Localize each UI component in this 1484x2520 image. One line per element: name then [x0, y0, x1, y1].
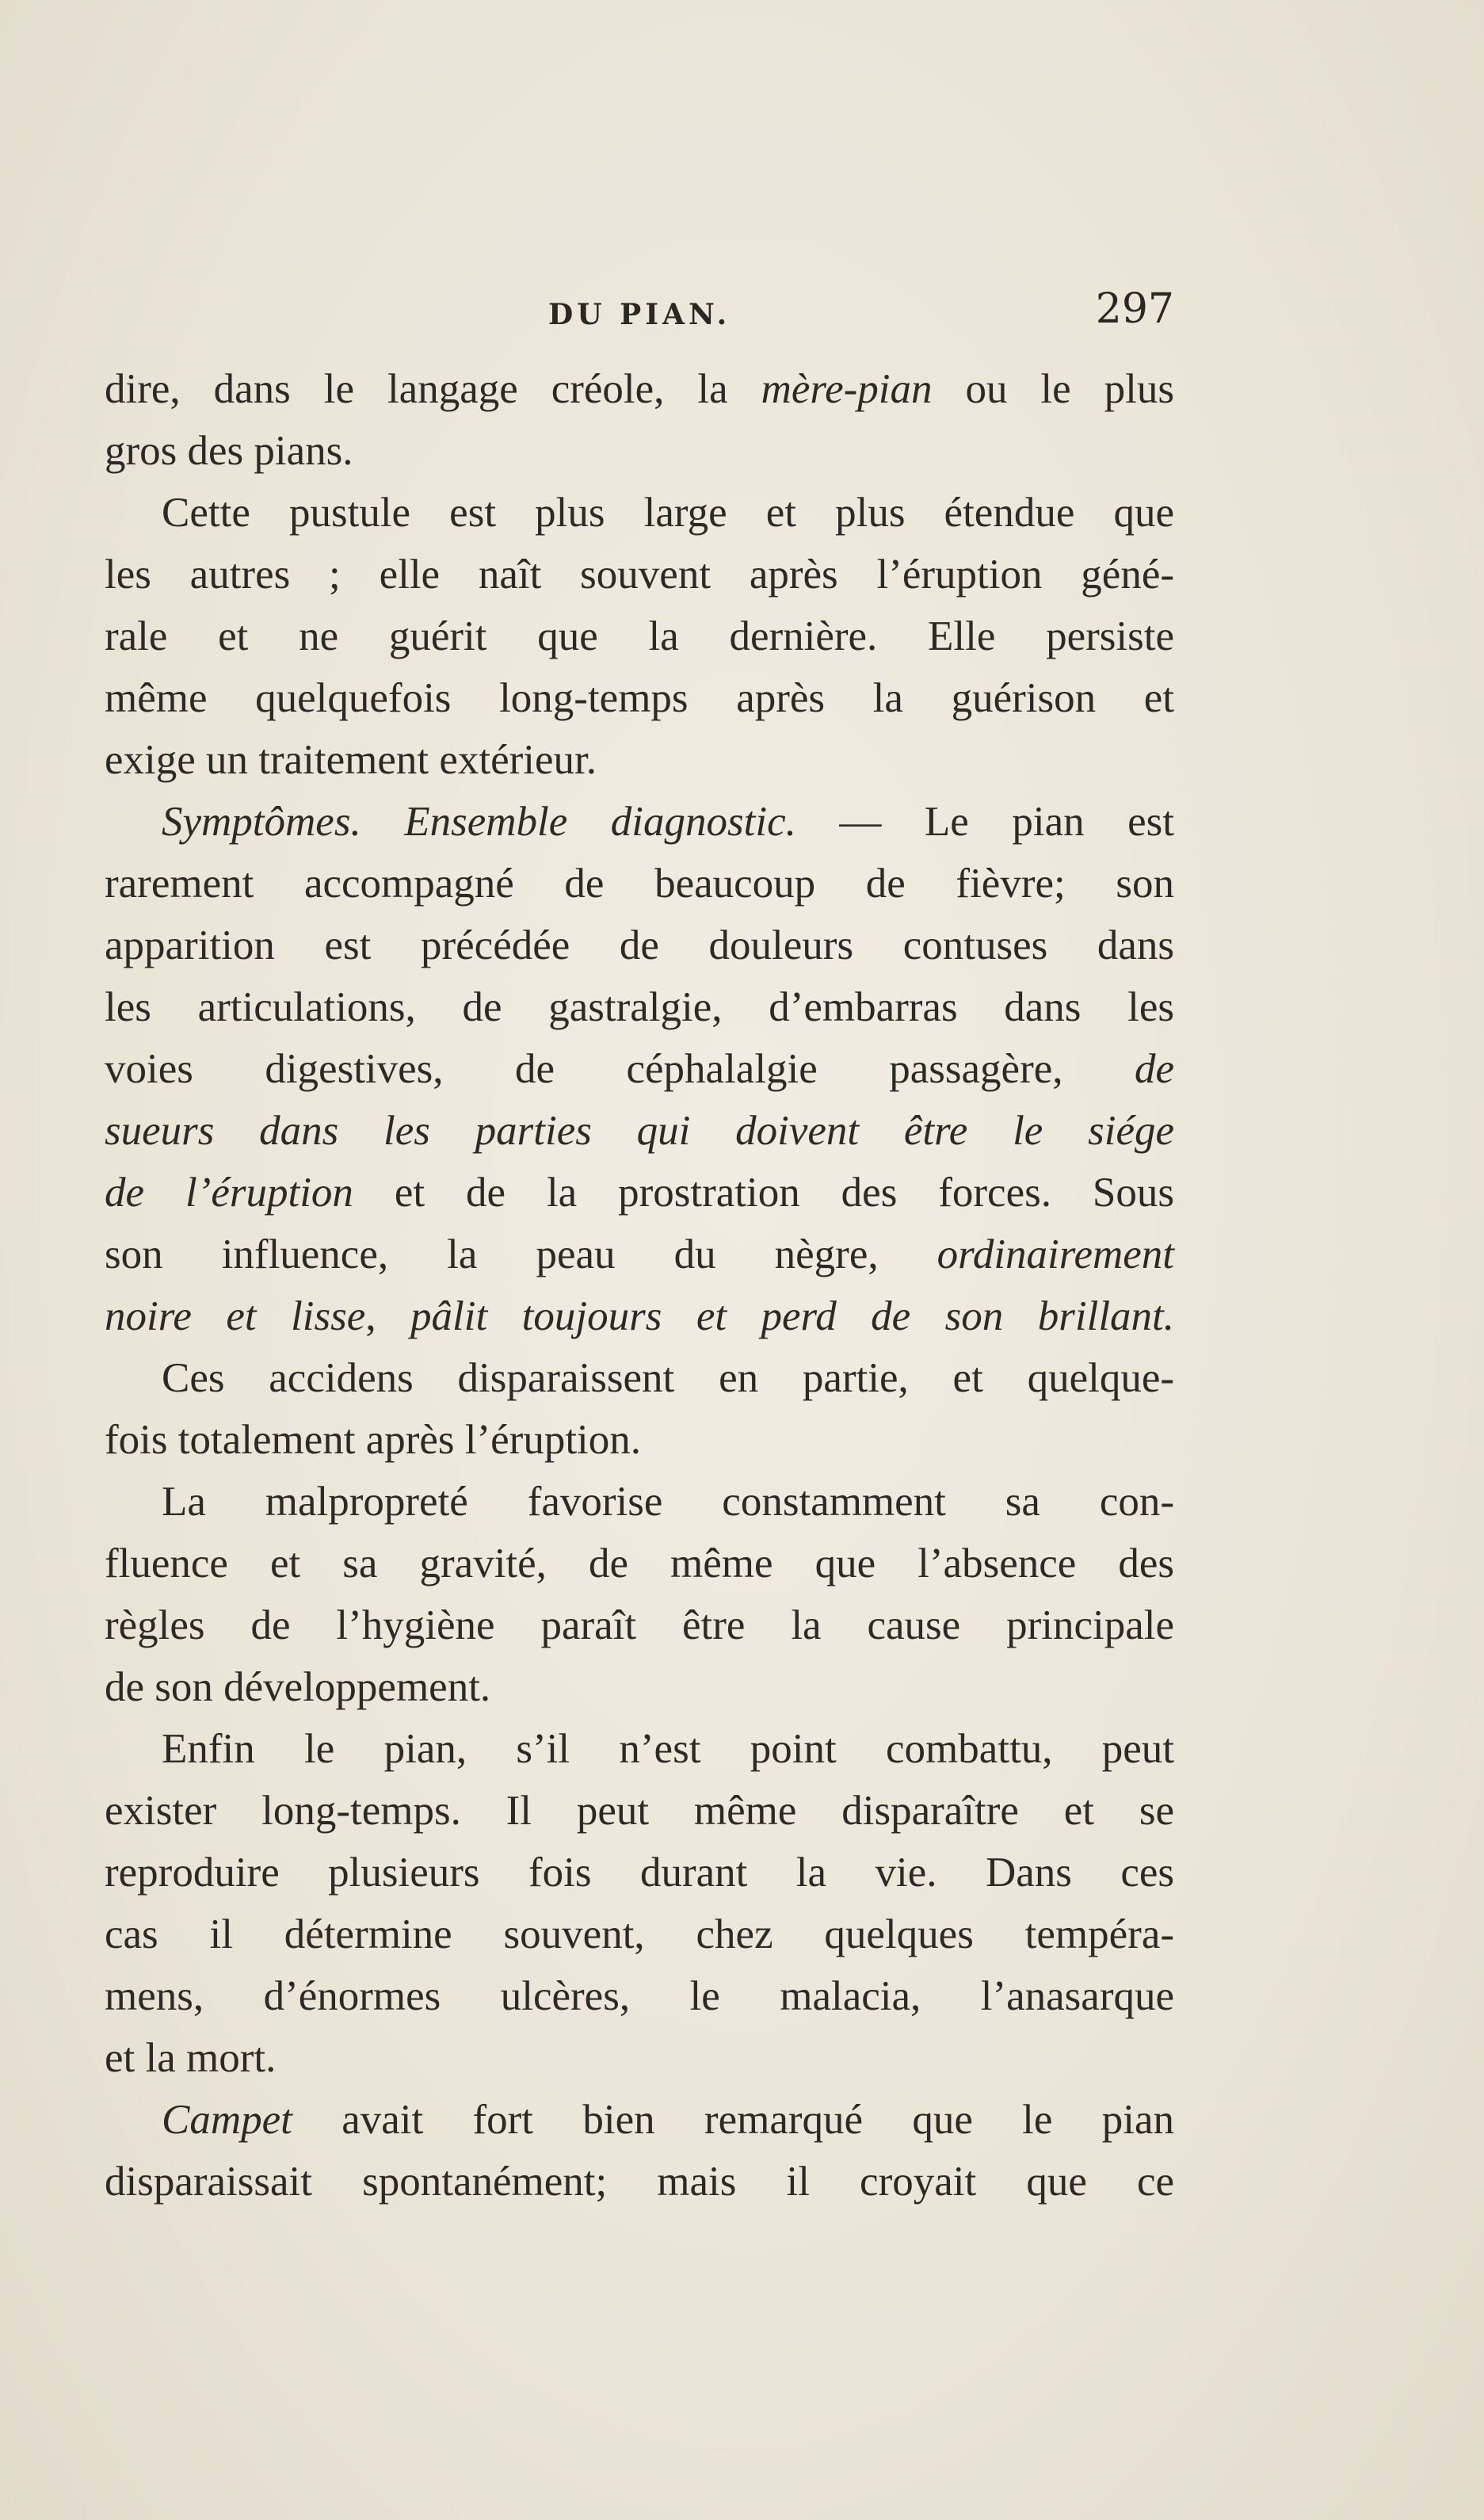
text-line	[105, 2089, 1174, 2151]
text-run: ,	[365, 1293, 411, 1339]
page-header	[105, 285, 1174, 349]
italic-text: sueurs dans les parties qui doivent être le siége	[105, 1108, 1174, 1154]
text-line	[105, 914, 1174, 976]
text-run: reproduire plusieurs fois durant la vie. Dans ces	[105, 1850, 1174, 1896]
text-line	[105, 1533, 1174, 1594]
italic-text: ordinairement	[937, 1231, 1174, 1277]
text-run: La malpropreté favorise constamment sa con-	[162, 1479, 1174, 1525]
text-line	[105, 1285, 1174, 1347]
text-run: les autres ; elle naît souvent après l’éruption géné-	[105, 552, 1174, 598]
italic-text: mère-pian	[761, 366, 933, 412]
text-line	[105, 482, 1174, 544]
text-line	[105, 1471, 1174, 1533]
page-number: 297	[1095, 285, 1174, 333]
text-run: voies digestives, de céphalalgie passagère,	[105, 1046, 1135, 1092]
italic-text: pâlit toujours et perd de son brillant.	[410, 1293, 1175, 1339]
text-line	[105, 1842, 1174, 1903]
text-line	[105, 2151, 1174, 2213]
text-run: son influence, la peau du nègre,	[105, 1231, 937, 1277]
text-run: rarement accompagné de beaucoup de fièvre; son	[105, 861, 1174, 907]
italic-text: noire et lisse	[105, 1293, 366, 1339]
text-run: règles de l’hygiène paraît être la cause principale	[105, 1602, 1174, 1648]
text-line	[105, 1656, 1174, 1718]
text-line	[105, 1594, 1174, 1656]
text-line	[105, 1780, 1174, 1842]
text-run: apparition est précédée de douleurs contuses dans	[105, 922, 1174, 968]
text-run: mens, d’énormes ulcères, le malacia, l’anasarque	[105, 1973, 1174, 2019]
italic-text: de l’éruption	[105, 1170, 353, 1216]
text-run: fois totalement après l’éruption.	[105, 1417, 642, 1463]
text-run: de son développement.	[105, 1664, 491, 1710]
text-line	[105, 853, 1174, 914]
text-line	[105, 1718, 1174, 1780]
text-line	[105, 1903, 1174, 1965]
text-run: même quelquefois long-temps après la guérison et	[105, 675, 1174, 721]
text-line	[105, 2027, 1174, 2089]
text-run: gros des pians.	[105, 428, 353, 474]
text-run: fluence et sa gravité, de même que l’absence des	[105, 1541, 1174, 1586]
text-line	[105, 976, 1174, 1038]
text-line	[105, 1162, 1174, 1224]
text-run: Ces accidens disparaissent en partie, et quelque-	[162, 1355, 1174, 1401]
text-run: — Le pian est	[795, 799, 1174, 845]
text-line	[105, 667, 1174, 729]
text-line	[105, 1224, 1174, 1285]
text-run: ou le plus	[932, 366, 1174, 412]
text-run: Enfin le pian, s’il n’est point combattu, peut	[162, 1726, 1174, 1772]
text-line	[105, 1100, 1174, 1162]
text-line	[105, 1038, 1174, 1100]
text-line	[105, 1965, 1174, 2027]
italic-text: de	[1134, 1046, 1174, 1092]
text-run: exige un traitement extérieur.	[105, 737, 597, 783]
text-run: et la mort.	[105, 2035, 277, 2081]
body-text	[105, 358, 1174, 2213]
text-line	[105, 1347, 1174, 1409]
text-line	[105, 1409, 1174, 1471]
text-run: et de la prostration des forces. Sous	[353, 1170, 1174, 1216]
italic-text: Campet	[162, 2097, 292, 2143]
italic-text: Symptômes. Ensemble diagnostic.	[162, 799, 796, 845]
text-line	[105, 420, 1174, 482]
text-line	[105, 605, 1174, 667]
text-run: avait fort bien remarqué que le pian	[292, 2097, 1174, 2143]
text-run: Cette pustule est plus large et plus étendue que	[162, 490, 1174, 536]
running-head: DU PIAN.	[548, 298, 731, 331]
text-run: les articulations, de gastralgie, d’embarras dans les	[105, 984, 1174, 1030]
text-line	[105, 544, 1174, 605]
text-line	[105, 791, 1174, 853]
text-run: cas il détermine souvent, chez quelques tempéra-	[105, 1911, 1174, 1957]
text-line	[105, 358, 1174, 420]
text-run: rale et ne guérit que la dernière. Elle persiste	[105, 613, 1174, 659]
text-run: dire, dans le langage créole, la	[105, 366, 761, 412]
text-run: disparaissait spontanément; mais il croyait que ce	[105, 2159, 1174, 2205]
text-line	[105, 729, 1174, 791]
text-run: exister long-temps. Il peut même disparaître et se	[105, 1788, 1174, 1834]
